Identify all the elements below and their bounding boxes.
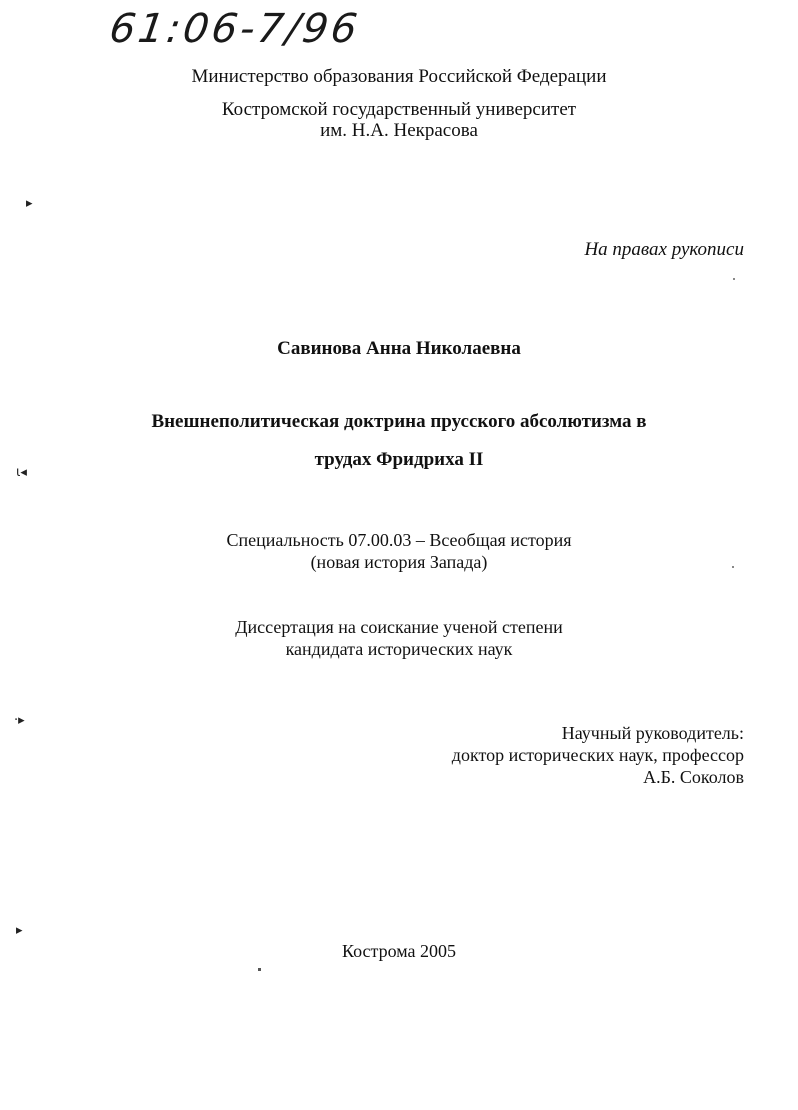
dissertation-line-2: кандидата исторических наук	[285, 639, 513, 659]
specialty-line-1: Специальность 07.00.03 – Всеобщая история	[226, 530, 572, 550]
supervisor-label: Научный руководитель:	[561, 723, 744, 743]
scan-mark-icon: ι◂	[16, 465, 27, 480]
supervisor-degree: доктор исторических наук, профессор	[451, 745, 744, 765]
handwritten-catalog-number: 61:06-7/96	[106, 6, 363, 52]
scan-speck	[258, 968, 261, 971]
scan-speck	[732, 566, 734, 568]
rights-note: На правах рукописи	[584, 239, 744, 260]
title-line-1: Внешнеполитическая доктрина прусского абсолютизма в	[151, 411, 647, 432]
dissertation-line-1: Диссертация на соискание ученой степени	[235, 617, 563, 637]
supervisor-name: А.Б. Соколов	[643, 767, 744, 787]
university-name-line: им. Н.А. Некрасова	[320, 120, 478, 141]
city-year: Кострома 2005	[341, 941, 457, 961]
title-line-2: трудах Фридриха II	[314, 449, 484, 470]
scan-mark-icon: ·▸	[14, 713, 25, 728]
university-line: Костромской государственный университет	[221, 99, 577, 120]
specialty-line-2: (новая история Запада)	[310, 552, 488, 572]
scan-speck	[733, 278, 735, 280]
scan-mark-icon: ▸	[26, 196, 33, 211]
ministry-line: Министерство образования Российской Федерации	[191, 66, 607, 87]
scan-mark-icon: ▸	[16, 923, 23, 938]
author-name: Савинова Анна Николаевна	[277, 338, 521, 359]
